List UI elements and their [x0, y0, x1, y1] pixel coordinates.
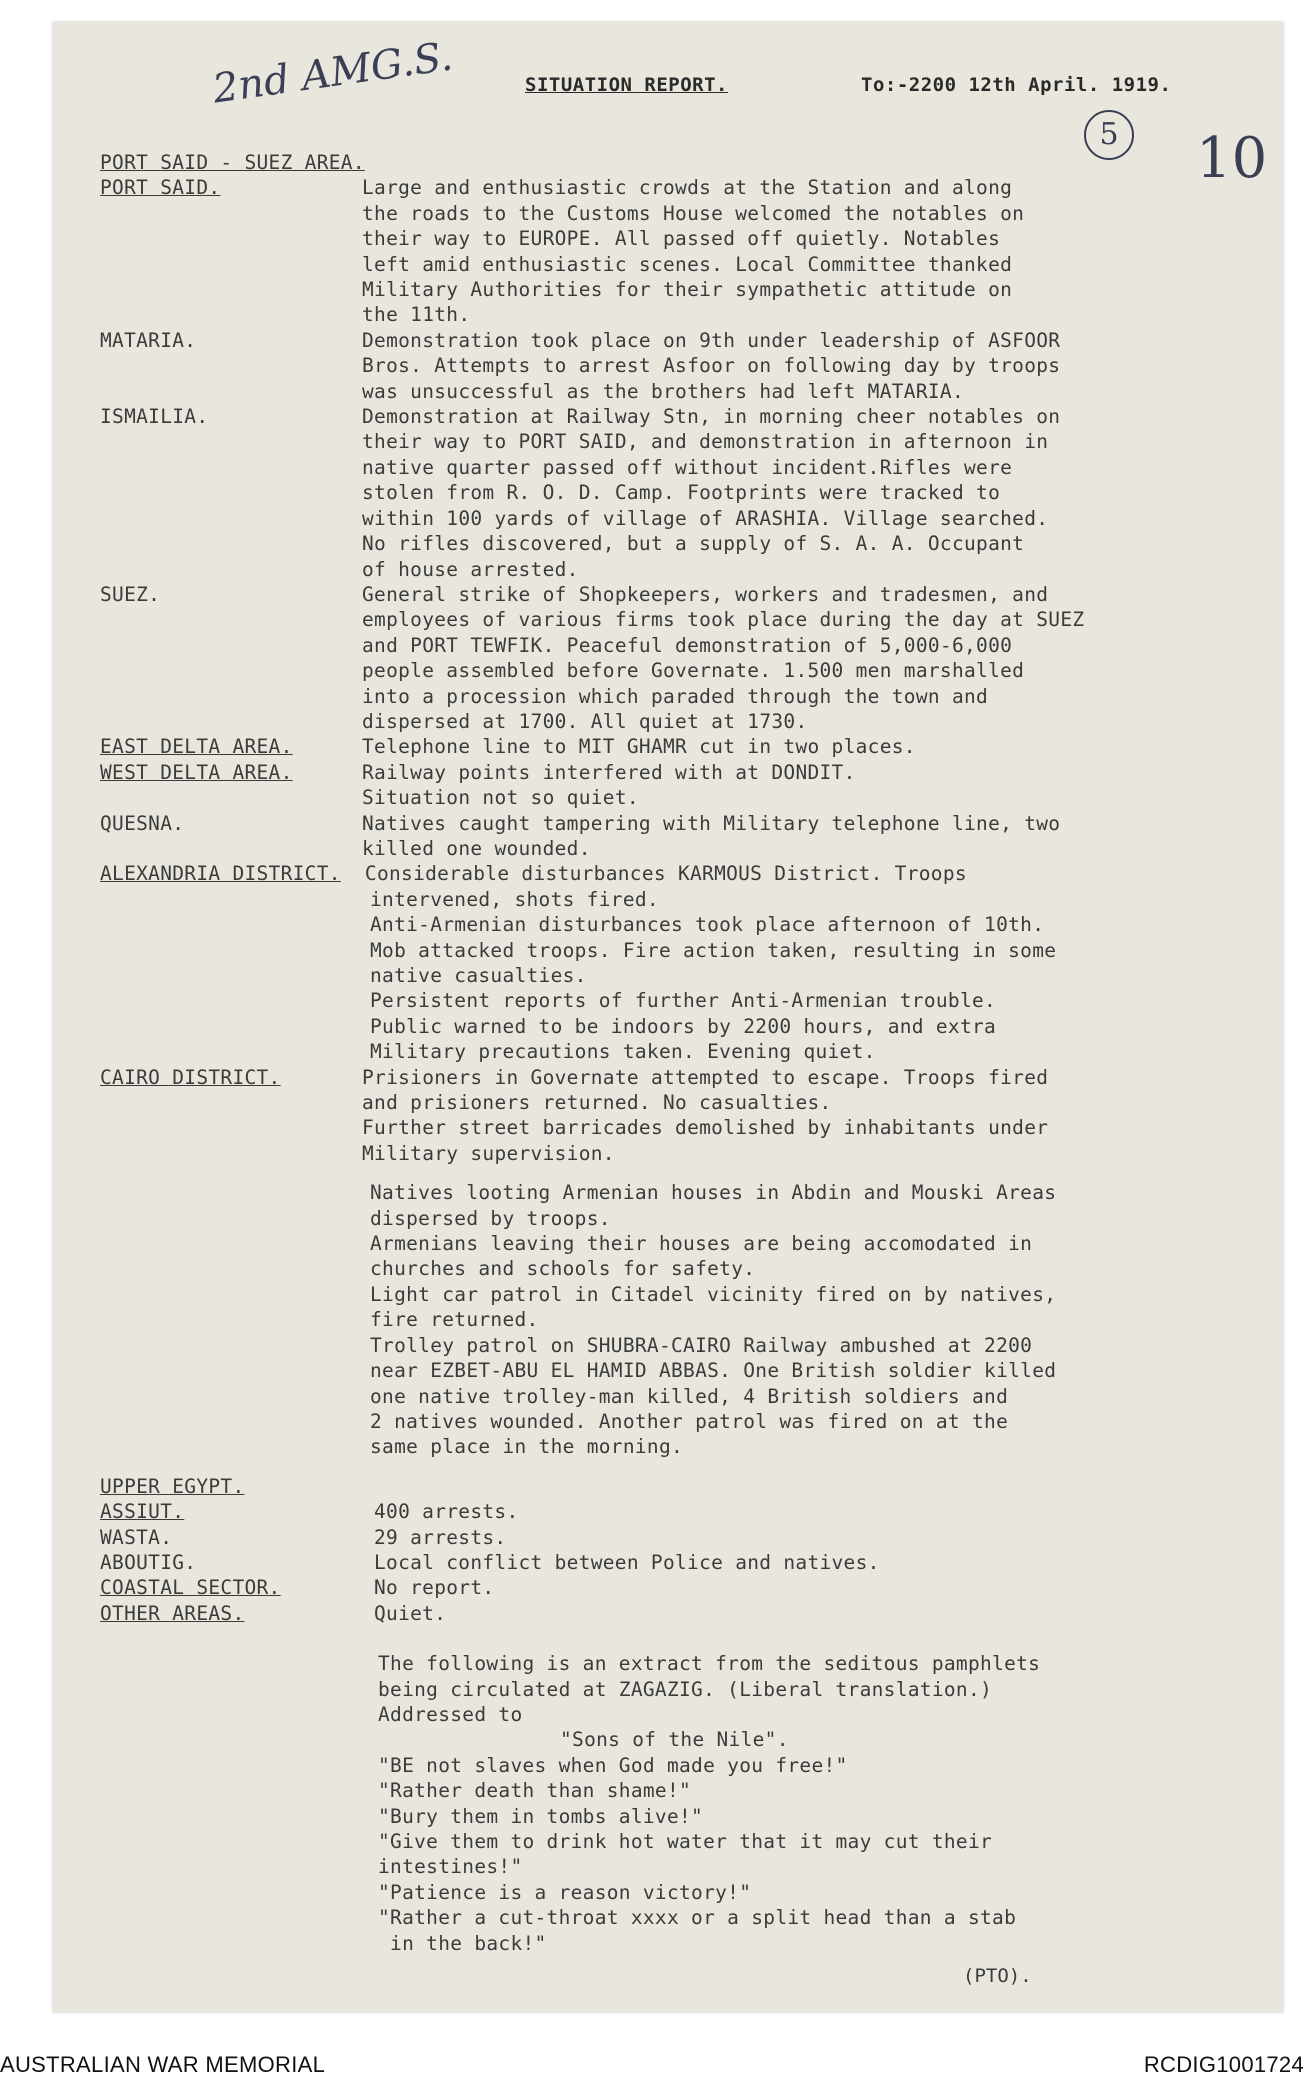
- quote-line: "Give them to drink hot water that it may cut their: [378, 1830, 993, 1853]
- text-line: Bros. Attempts to arrest Asfoor on following day by troops: [362, 354, 1061, 378]
- text-line: within 100 yards of village of ARASHIA. Village searched.: [362, 506, 1049, 530]
- text-line: General strike of Shopkeepers, workers and tradesmen, and: [362, 582, 1049, 606]
- pamphlet-addressee: "Sons of the Nile".: [560, 1728, 789, 1752]
- text-line: the 11th.: [362, 303, 471, 327]
- text-line: was unsuccessful as the brothers had left MATARIA.: [362, 379, 964, 403]
- text-line: 400 arrests.: [374, 1500, 519, 1524]
- text-line: No rifles discovered, but a supply of S. A. A. Occupant: [362, 532, 1025, 556]
- text-line: Situation not so quiet.: [362, 786, 639, 810]
- text-line: and prisioners returned. No casualties.: [362, 1091, 832, 1115]
- text-line: intervened, shots fired.: [370, 887, 659, 911]
- text-line: Anti-Armenian disturbances took place afternoon of 10th.: [370, 913, 1045, 937]
- text-line: Military precautions taken. Evening quiet.: [370, 1040, 876, 1064]
- text-line: fire returned.: [370, 1308, 539, 1332]
- location-label: OTHER AREAS.: [100, 1601, 245, 1625]
- text-line: Mob attacked troops. Fire action taken, resulting in some: [370, 938, 1057, 962]
- text-line: native casualties.: [370, 964, 587, 987]
- section-ismailia: [100, 404, 1270, 582]
- please-turn-over: (PTO).: [963, 1965, 1032, 1987]
- text-line: churches and schools for safety.: [370, 1257, 756, 1281]
- quote-line: "BE not slaves when God made you free!": [378, 1753, 848, 1777]
- section-alexandria-first-line: [100, 861, 1270, 886]
- text-line: the roads to the Customs House welcomed the notables on: [362, 201, 1025, 225]
- text-line: 29 arrests.: [374, 1525, 507, 1549]
- text-line: Addressed to: [378, 1702, 523, 1726]
- text-line: Telephone line to MIT GHAMR cut in two places.: [362, 735, 916, 759]
- text-line: Large and enthusiastic crowds at the Station and along: [362, 176, 1013, 200]
- section-cairo: [100, 1065, 1270, 1167]
- section-alexandria: [100, 887, 1270, 1065]
- text-line: into a procession which paraded through the town and: [362, 684, 989, 708]
- upper-egypt-heading: UPPER EGYPT.: [100, 1474, 245, 1498]
- text-line: Armenians leaving their houses are being accomodated in: [370, 1232, 1033, 1256]
- section-text: [362, 328, 1270, 404]
- pamphlet-extract: [100, 1651, 1270, 1956]
- text-line: of house arrested.: [362, 557, 579, 581]
- text-line: Demonstration at Railway Stn, in morning cheer notables on: [362, 405, 1061, 429]
- text-line: Considerable disturbances KARMOUS District. Troops: [364, 862, 967, 886]
- location-label: ASSIUT.: [100, 1500, 185, 1524]
- text-line: Demonstration took place on 9th under leadership of ASFOOR: [362, 328, 1061, 352]
- location-label: QUESNA.: [100, 811, 185, 835]
- text-line: Railway points interfered with at DONDIT.: [362, 760, 856, 784]
- section-aboutig: [100, 1550, 1270, 1575]
- quote-line: "Rather death than shame!": [378, 1779, 692, 1803]
- text-line: their way to EUROPE. All passed off quietly. Notables: [362, 227, 1001, 251]
- text-line: Quiet.: [374, 1601, 447, 1625]
- quote-line: in the back!": [378, 1931, 547, 1955]
- text-line: Further street barricades demolished by inhabitants under: [362, 1116, 1049, 1140]
- archive-reference-id: RCDIG1001724: [1143, 2052, 1304, 2077]
- handwritten-unit-annotation: 2nd AMG.S.: [209, 33, 456, 113]
- section-text: [362, 1065, 1270, 1167]
- text-line: Local conflict between Police and natives.: [374, 1550, 880, 1574]
- location-label: WASTA.: [100, 1525, 173, 1549]
- section-mataria: [100, 328, 1270, 404]
- location-label: EAST DELTA AREA.: [100, 735, 293, 759]
- report-dateline: To:-2200 12th April. 1919.: [861, 74, 1172, 96]
- section-port-said: [100, 175, 1270, 327]
- handwritten-circled-page-number: 5: [1084, 110, 1134, 160]
- section-east-delta: [100, 734, 1270, 759]
- text-line: same place in the morning.: [370, 1435, 684, 1459]
- location-label: ALEXANDRIA DISTRICT.: [100, 862, 341, 886]
- quote-line: intestines!": [378, 1855, 523, 1879]
- text-line: Light car patrol in Citadel vicinity fired on by natives,: [370, 1282, 1057, 1306]
- location-label: CAIRO DISTRICT.: [100, 1065, 281, 1089]
- text-line: Natives caught tampering with Military telephone line, two: [362, 811, 1061, 835]
- text-line: their way to PORT SAID, and demonstration in afternoon in: [362, 430, 1049, 454]
- text-line: Persistent reports of further Anti-Armenian trouble.: [370, 989, 997, 1013]
- text-line: Military supervision.: [362, 1141, 615, 1165]
- quote-line: "Bury them in tombs alive!": [378, 1804, 704, 1828]
- section-text: [362, 582, 1270, 734]
- location-label: ABOUTIG.: [100, 1550, 197, 1574]
- location-label: MATARIA.: [100, 328, 197, 352]
- text-line: Prisioners in Governate attempted to escape. Troops fired: [362, 1065, 1049, 1089]
- location-label: WEST DELTA AREA.: [100, 760, 293, 784]
- location-label: SUEZ.: [100, 582, 161, 606]
- text-line: Natives looting Armenian houses in Abdin and Mouski Areas: [370, 1181, 1057, 1205]
- archive-credit: AUSTRALIAN WAR MEMORIAL: [0, 2052, 326, 2077]
- text-line: Military Authorities for their sympathetic attitude on: [362, 278, 1013, 302]
- text-line: and PORT TEWFIK. Peaceful demonstration of 5,000-6,000: [362, 633, 1013, 657]
- text-line: near EZBET-ABU EL HAMID ABBAS. One British soldier killed: [370, 1359, 1057, 1383]
- location-label: ISMAILIA.: [100, 405, 209, 429]
- section-text: [362, 734, 1270, 759]
- location-label: PORT SAID.: [100, 176, 221, 200]
- section-text: [362, 811, 1270, 862]
- text-line: being circulated at ZAGAZIG. (Liberal translation.): [378, 1677, 993, 1701]
- text-line: Trolley patrol on SHUBRA-CAIRO Railway ambushed at 2200: [370, 1333, 1033, 1357]
- section-text: [362, 404, 1270, 582]
- text-line: employees of various firms took place during the day at SUEZ: [362, 608, 1085, 632]
- text-line: stolen from R. O. D. Camp. Footprints were tracked to: [362, 481, 1001, 505]
- text-line: dispersed by troops.: [370, 1206, 611, 1230]
- quote-line: "Rather a cut-throat xxxx or a split head than a stab: [378, 1906, 1017, 1930]
- section-text: [362, 175, 1270, 327]
- quote-line: "Patience is a reason victory!": [378, 1880, 752, 1904]
- section-coastal-sector: [100, 1575, 1270, 1600]
- handwritten-folio-number: 10: [1196, 126, 1268, 191]
- section-suez: [100, 582, 1270, 734]
- section-cairo-continued: [100, 1180, 1270, 1459]
- report-title: SITUATION REPORT.: [525, 74, 728, 96]
- text-line: one native trolley-man killed, 4 British soldiers and: [370, 1384, 1009, 1408]
- text-line: native quarter passed off without incident.Rifles were: [362, 455, 1013, 479]
- text-line: 2 natives wounded. Another patrol was fired on at the: [370, 1409, 1009, 1433]
- text-line: people assembled before Governate. 1.500 men marshalled: [362, 659, 1025, 683]
- section-text: [362, 760, 1270, 811]
- text-line: dispersed at 1700. All quiet at 1730.: [362, 709, 808, 733]
- section-assiut: [100, 1499, 1270, 1524]
- section-west-delta: [100, 760, 1270, 811]
- section-wasta: [100, 1525, 1270, 1550]
- section-quesna: [100, 811, 1270, 862]
- text-line: left amid enthusiastic scenes. Local Committee thanked: [362, 252, 1013, 276]
- text-line: The following is an extract from the seditous pamphlets: [378, 1652, 1041, 1676]
- text-line: No report.: [374, 1576, 495, 1600]
- location-label: COASTAL SECTOR.: [100, 1576, 281, 1600]
- report-body: [100, 150, 1270, 1956]
- text-line: killed one wounded.: [362, 836, 591, 860]
- section-other-areas: [100, 1601, 1270, 1626]
- area-heading: PORT SAID - SUEZ AREA.: [100, 151, 365, 174]
- text-line: Public warned to be indoors by 2200 hours, and extra: [370, 1014, 997, 1038]
